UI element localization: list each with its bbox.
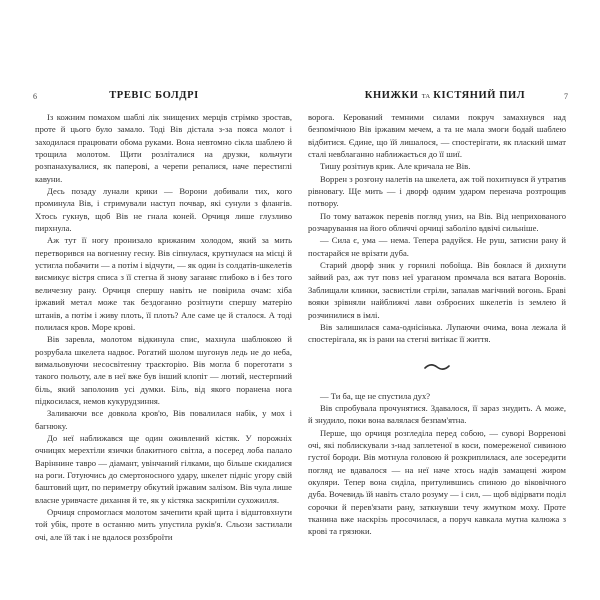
paragraph: Старий дворф зник у горнилі побоїща. Вів боялася й дихнути зайвий раз, аж тут повз неї ураганом промчала вся ватага Воронів. Заблищали клинки, засвистіли стріли, запалав магічний вогонь. Браві вояки зрівняли найближчі лави озброєних шкелетів із землею й розчинилися в імлі. — [308, 260, 566, 320]
paragraph: Аж тут її ногу пронизало крижаним холодом, який за мить перетворився на вогненну гесну. Вів сіпнулася, крутнулася на місці й устигла побачити — а потім і відчути, — як один із солдатів-шкелетів висмикує вістря списа з її стегна й знову заганяє глибоко в і без того величезну рану. Орчиця спершу навіть не повірила очам: хіба іржавий метал може так бездоганно розітнути спершу матерію штанів, а потім і живу плоть, її плоть? Але саме це й сталося. А тоді полилася кров. Море крові. — [35, 235, 292, 332]
paragraph: Вів заревла, молотом відкинула спис, махнула шаблюкою й розрубала шкелета надвоє. Рогатий шолом шугонув ледь не до неба, вимальовуючи несосвітенну траєкторію. Вів могла б пореготати з такого польоту, але в неї вже був інший клопіт — лютий, нестерпний біль, який заполонив усі думки. Біль, від якого поранена нога підкосилася, немов кукурудзиння. — [35, 334, 292, 406]
title-part-1: КНИЖКИ — [364, 90, 419, 101]
right-page-body — [308, 111, 566, 538]
scene-break — [308, 356, 566, 380]
paragraph: До неї наближався ще один оживлений кістяк. У порожніх очницях мерехтіли язички блакитного світла, а посеред лоба палало Варіннине тавро — діамант, увінчаний гілками, що більше скидалися на роги. Готуючись до смертоносного удару, шкелет підніс угору свій баштовий щит, по периметру обкутий іржавим залізом. Вів чула лише власне уривчасте дихання й те, як у кістяка заскрипіли сухожилля. — [35, 432, 292, 505]
title-connector: ТА — [421, 93, 431, 100]
paragraph: Тишу розітнув крик. Але кричала не Вів. — [320, 161, 471, 172]
paragraph: — Сила є, ума — нема. Тепера радуйся. Не руш, затисни рану й постарайся не врізати дуба. — [308, 235, 566, 258]
page-number-right: 7 — [564, 92, 568, 101]
left-page-body — [35, 111, 292, 543]
paragraph: Вів спробувала прочунятися. Здавалося, її зараз знудить. А може, й знудило, поки вона валялася безпам'ятна. — [308, 402, 566, 426]
paragraph: По тому ватажок перевів погляд униз, на Вів. Від неприхованого розчарування на його обличчі орчиці заболіло вдвічі сильніше. — [308, 210, 566, 234]
paragraph: Воррен з розгону налетів на шкелета, аж той похитнувся й утратив рівновагу. Ще мить — і дворф одним ударом перенача розтрощив потвору. — [308, 173, 566, 209]
paragraph: Вів залишилася сама-однісінька. Лупаючи очима, вона лежала й спостерігала, як із рани на стегні витікає її життя. — [308, 321, 566, 345]
page-number-left: 6 — [33, 92, 37, 101]
paragraph: ворога. Керований темними силами покруч замахнувся над безпомічною Вів іржавим мечем, а та не мала змоги бодай шаблею відбитися. Єдине, що їй лишалося, — спостерігати, як плаский шмат сталі невблаганно наближається до її шиї. — [308, 112, 566, 160]
paragraph: Орчиця спромоглася молотом зачепити край щита і відштовхнути той убік, проте в останню мить упустила руків'я. Сльози застилали очі, але їй так і не вдалося роззброїти — [35, 507, 292, 542]
paragraph: Заливаючи все довкола кров'ю, Вів повалилася набік, у мох і багнюку. — [35, 408, 292, 431]
paragraph: Перше, що орчиця розгледіла перед собою, — суворі Ворренові очі, які поблискували з-над заплетеної в коси, помереженої сивиною густої бороди. Вів мотнула головою й розкриплилася, але зосередити погляд не вдавалося — на неї наче хтось надів замащені жиром окуляри. Тепер вона сиділа, притулившись спиною до віковічного дуба. Вочевидь їй навіть стало розуму — і сил, — щоб відірвати поділ сорочки й перев'язати рану, заткнувши течу жмутком моху. Проте тканина вже наскрізь просочилася, а поруч кавкала мутна калюжа з крові та грязюки. — [308, 427, 566, 537]
paragraph: Десь позаду лунали крики — Ворони добивали тих, кого проминула Вів, і стримували наступ почвар, які сунули з флангів. Хтось гукнув, щоб Вів не гнала коней. Орчиця лише глузливо пирхнула. — [35, 186, 292, 234]
right-page — [300, 0, 600, 600]
paragraph: — Ти ба, ще не спустила дух? — [320, 390, 431, 401]
running-head-author: ТРЕВІС БОЛДРІ — [109, 90, 199, 101]
paragraph: Із кожним помахом шаблі лік знищених мерців стрімко зростав, проте й цього було замало. Тоді Вів дістала з-за пояса молот і заходилася працювати обома руками. Вона невтомно сікла шаблею й трощила молотом. Щити розліталися на друзки, кольчуги розпанахувалися, як паперові, а черепи репалися, наче перестиглі кавуни. — [35, 112, 292, 184]
running-head-title — [300, 90, 600, 101]
title-part-2: КІСТЯНИЙ ПИЛ — [433, 90, 526, 101]
tilde-ornament-icon — [424, 360, 450, 375]
